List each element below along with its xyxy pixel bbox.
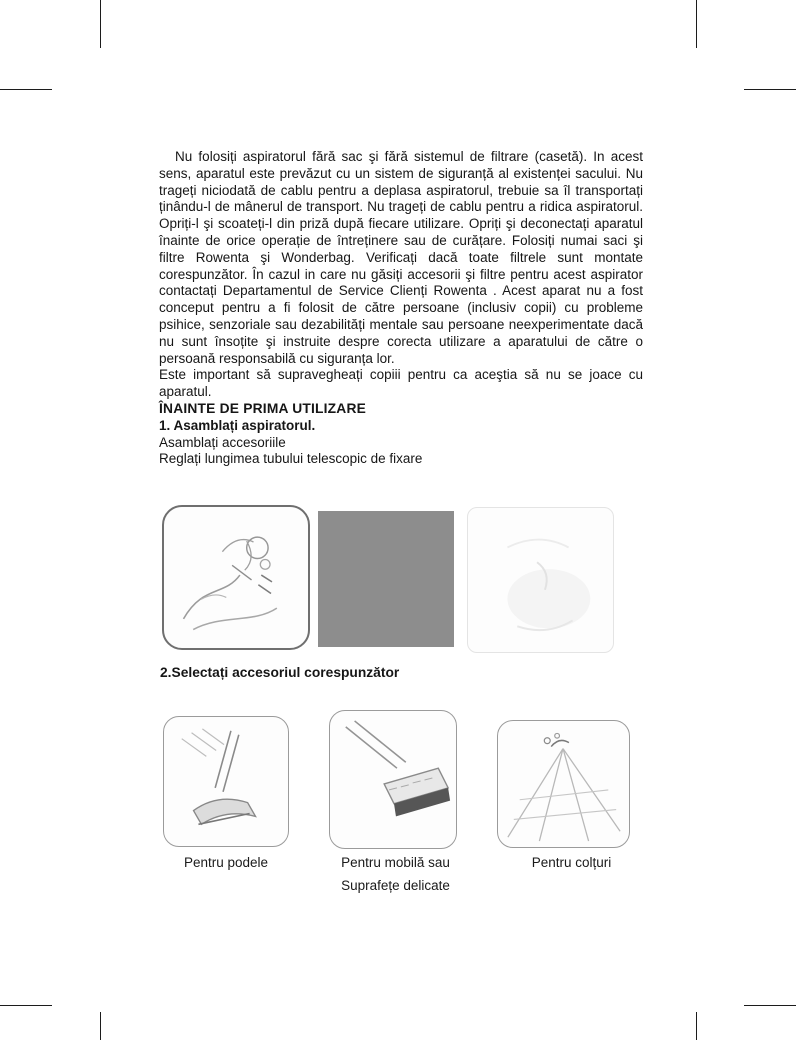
caption-furniture-line2: Suprafețe delicate xyxy=(341,878,450,893)
furniture-brush-illustration xyxy=(330,711,456,848)
furniture-brush-sketch xyxy=(329,710,457,849)
crop-mark-top-right-horizontal xyxy=(744,89,796,90)
crop-mark-top-right-vertical xyxy=(696,0,697,48)
faint-usage-sketch xyxy=(467,507,614,653)
crop-mark-bottom-right-vertical xyxy=(696,1012,697,1040)
crevice-corner-sketch xyxy=(497,720,630,848)
caption-furniture-line1: Pentru mobilă sau xyxy=(341,855,450,870)
vacuum-assembly-illustration xyxy=(164,507,308,648)
step1-line-accessories: Asamblați accesoriile xyxy=(159,434,286,450)
caption-floors: Pentru podele xyxy=(183,855,269,870)
step1-line-telescopic: Reglați lungimea tubului telescopic de fixare xyxy=(159,451,423,467)
crop-mark-bottom-left-horizontal xyxy=(0,1005,52,1006)
faint-usage-illustration xyxy=(468,508,613,652)
crop-mark-top-left-horizontal xyxy=(0,89,52,90)
vacuum-assembly-sketch xyxy=(162,505,310,650)
safety-paragraph: Nu folosiți aspiratorul fără sac şi fără sistemul de filtrare (casetă). In acest sens, aparatul este prevăzut cu un sistem de siguranță al existenței sacului. Nu trageți niciodată de cablu pentru a deplasa aspiratorul, trebuie sa îl transportați ținându-l de mânerul de transport. Nu trageți de cablu pentru a ridica aspiratorul. Opriți-l şi scoateți-l din priză după fiecare utilizare. Opriți şi deconectați aparatul înainte de orice operație de întreținere sau de curățare. Folosiți numai saci şi filtre Rowenta şi Wonderbag. Verificați dacă toate filtrele sunt montate corespunzător. În cazul in care nu găsiți accesorii şi filtre pentru acest aspirator contactați Departamentul de Service Clienți Rowenta . Acest aparat nu a fost conceput pentru a fi folosit de către persoane (inclusiv copii) cu probleme psihice, senzoriale sau dezabilități mentale sau persoane neexperimentate dacă nu sunt însoțite şi instruite despre corecta utilizare a aparatului de către o persoană responsabilă cu siguranța lor. xyxy=(159,149,643,366)
caption-furniture xyxy=(318,851,473,897)
gray-photo-placeholder xyxy=(318,511,454,647)
floor-nozzle-illustration xyxy=(164,717,288,846)
crevice-corner-illustration xyxy=(498,721,629,847)
crop-mark-bottom-left-vertical xyxy=(100,1012,101,1040)
body-text-column xyxy=(159,149,643,468)
crop-mark-top-left-vertical xyxy=(100,0,101,48)
floor-nozzle-sketch xyxy=(163,716,289,847)
crop-mark-bottom-right-horizontal xyxy=(744,1005,796,1006)
caption-corners: Pentru colțuri xyxy=(531,855,612,870)
supervision-paragraph: Este important să supravegheați copiii pentru ca aceştia să nu se joace cu aparatul. xyxy=(159,367,643,400)
step2-title: 2.Selectați accesoriul corespunzător xyxy=(160,665,400,680)
before-first-use-heading: ÎNAINTE DE PRIMA UTILIZARE xyxy=(159,400,367,416)
step1-title: 1. Asamblați aspiratorul. xyxy=(159,417,316,433)
